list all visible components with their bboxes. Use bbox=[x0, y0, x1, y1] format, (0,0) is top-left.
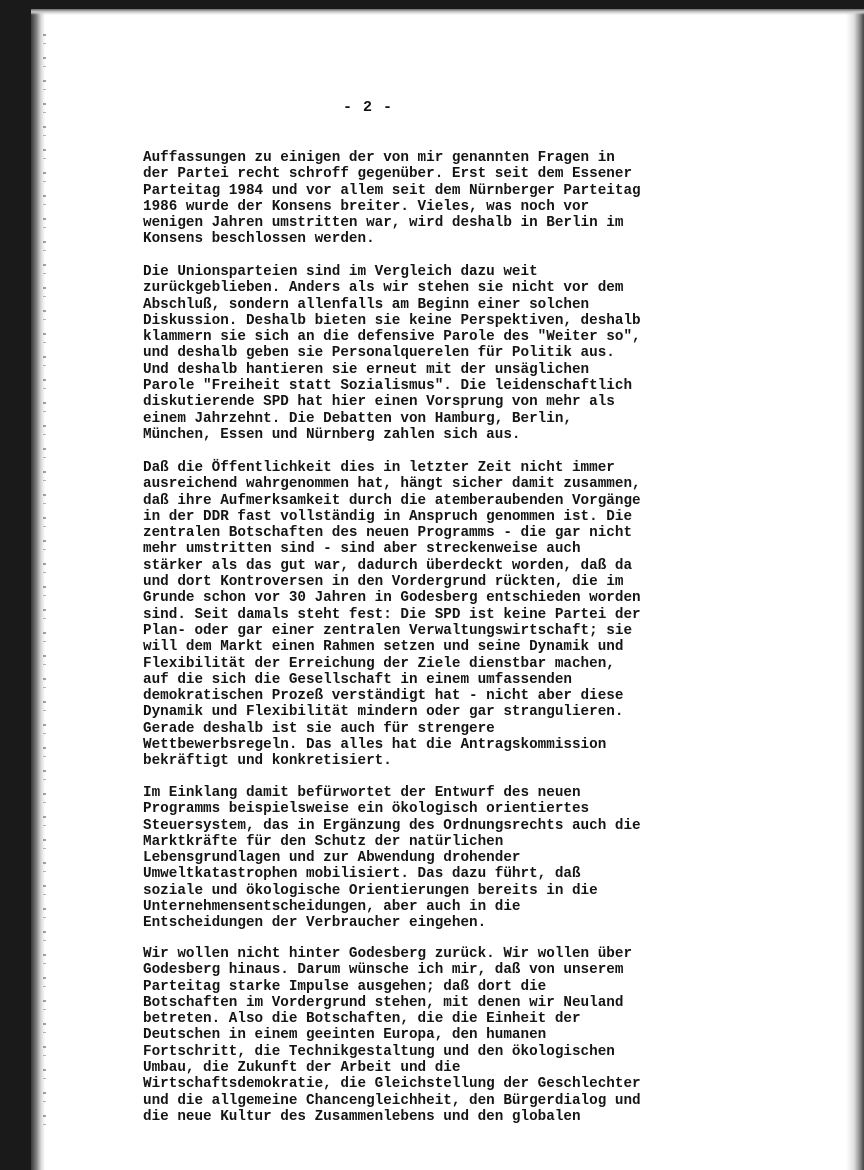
text-line: Marktkräfte für den Schutz der natürlichen bbox=[143, 833, 504, 850]
paragraph bbox=[143, 150, 843, 248]
text-line: Abschluß, sondern allenfalls am Beginn einer solchen bbox=[143, 296, 590, 313]
text-line: Godesberg hinaus. Darum wünsche ich mir, daß von unserem bbox=[143, 962, 624, 979]
text-line: Diskussion. Deshalb bieten sie keine Perspektiven, deshalb bbox=[143, 312, 641, 329]
text-line: zurückgeblieben. Anders als wir stehen sie nicht vor dem bbox=[143, 280, 624, 297]
paragraph bbox=[143, 264, 843, 443]
text-line: Daß die Öffentlichkeit dies in letzter Zeit nicht immer bbox=[143, 460, 615, 476]
text-line: einem Jahrzehnt. Die Debatten von Hamburg, Berlin, bbox=[143, 410, 572, 427]
text-line: Wir wollen nicht hinter Godesberg zurück. Wir wollen über bbox=[143, 946, 633, 962]
text-line: Parteitag starke Impulse ausgehen; daß dort die bbox=[143, 978, 547, 995]
scan-shadow-right bbox=[844, 9, 864, 1170]
text-line: Botschaften im Vordergrund stehen, mit denen wir Neuland bbox=[143, 994, 624, 1011]
text-line: Auffassungen zu einigen der von mir genannten Fragen in bbox=[143, 150, 615, 166]
text-line: der Partei recht schroff gegenüber. Erst seit dem Essener bbox=[143, 166, 633, 183]
text-line: und die allgemeine Chancengleichheit, den Bürgerdialog und bbox=[143, 1092, 641, 1109]
text-line: Umweltkatastrophen mobilisiert. Das dazu führt, daß bbox=[143, 866, 581, 883]
text-line: München, Essen und Nürnberg zahlen sich aus. bbox=[143, 426, 521, 443]
text-line: Parteitag 1984 und vor allem seit dem Nürnberger Parteitag bbox=[143, 182, 641, 199]
text-line: Unternehmensentscheidungen, aber auch in die bbox=[143, 899, 521, 916]
text-line: daß ihre Aufmerksamkeit durch die atemberaubenden Vorgänge bbox=[143, 492, 641, 509]
text-line: soziale und ökologische Orientierungen bereits in die bbox=[143, 882, 598, 899]
text-line: Umbau, die Zukunft der Arbeit und die bbox=[143, 1060, 461, 1077]
text-line: wenigen Jahren umstritten war, wird deshalb in Berlin im bbox=[143, 215, 624, 232]
text-line: in der DDR fast vollständig in Anspruch genommen ist. Die bbox=[143, 508, 633, 525]
page-number: - 2 - bbox=[343, 99, 394, 116]
text-line: Flexibilität der Erreichung der Ziele dienstbar machen, bbox=[143, 655, 615, 672]
text-line: Deutschen in einem geeinten Europa, den humanen bbox=[143, 1027, 547, 1044]
text-line: will dem Markt einen Rahmen setzen und seine Dynamik und bbox=[143, 639, 624, 656]
scan-speckle bbox=[43, 34, 46, 1134]
text-line: Gerade deshalb ist sie auch für strengere bbox=[143, 720, 495, 737]
text-line: Und deshalb hantieren sie erneut mit der unsäglichen bbox=[143, 361, 590, 378]
text-line: Parole "Freiheit statt Sozialismus". Die leidenschaftlich bbox=[143, 378, 633, 395]
text-line: Fortschritt, die Technikgestaltung und den ökologischen bbox=[143, 1043, 615, 1060]
text-line: Grunde schon vor 30 Jahren in Godesberg entschieden worden bbox=[143, 590, 641, 607]
text-line: sind. Seit damals steht fest: Die SPD ist keine Partei der bbox=[143, 606, 641, 623]
scan-shadow-top bbox=[31, 9, 864, 15]
text-line: zentralen Botschaften des neuen Programms - die gar nicht bbox=[143, 525, 633, 542]
text-line: Entscheidungen der Verbraucher eingehen. bbox=[143, 915, 487, 932]
text-line: Die Unionsparteien sind im Vergleich dazu weit bbox=[143, 264, 538, 280]
text-line: auf die sich die Gesellschaft in einem umfassenden bbox=[143, 671, 572, 688]
text-line: stärker als das gut war, dadurch überdeckt worden, daß da bbox=[143, 557, 633, 574]
paragraph bbox=[143, 946, 843, 1125]
text-line: ausreichend wahrgenommen hat, hängt sicher damit zusammen, bbox=[143, 476, 641, 493]
text-line: Dynamik und Flexibilität mindern oder gar strangulieren. bbox=[143, 704, 624, 721]
text-line: betreten. Also die Botschaften, die die Einheit der bbox=[143, 1011, 581, 1028]
text-line: Konsens beschlossen werden. bbox=[143, 231, 375, 248]
text-line: Wirtschaftsdemokratie, die Gleichstellung der Geschlechter bbox=[143, 1076, 641, 1093]
text-line: diskutierende SPD hat hier einen Vorsprung von mehr als bbox=[143, 394, 615, 411]
text-line: die neue Kultur des Zusammenlebens und den globalen bbox=[143, 1108, 581, 1125]
text-line: klammern sie sich an die defensive Parole des "Weiter so", bbox=[143, 329, 641, 346]
scanned-page bbox=[31, 9, 864, 1170]
text-line: 1986 wurde der Konsens breiter. Vieles, was noch vor bbox=[143, 198, 590, 215]
text-line: demokratischen Prozeß verständigt hat - nicht aber diese bbox=[143, 688, 624, 705]
text-line: Lebensgrundlagen und zur Abwendung drohender bbox=[143, 850, 521, 867]
text-line: mehr umstritten sind - sind aber streckenweise auch bbox=[143, 541, 581, 558]
text-line: Programms beispielsweise ein ökologisch orientiertes bbox=[143, 801, 590, 818]
text-line: und deshalb geben sie Personalquerelen für Politik aus. bbox=[143, 345, 615, 362]
text-line: Plan- oder gar einer zentralen Verwaltungswirtschaft; sie bbox=[143, 622, 633, 639]
text-line: Im Einklang damit befürwortet der Entwurf des neuen bbox=[143, 785, 581, 801]
text-line: Wettbewerbsregeln. Das alles hat die Antragskommission bbox=[143, 737, 607, 754]
paragraph bbox=[143, 460, 843, 770]
paragraph bbox=[143, 785, 843, 932]
text-line: und dort Kontroversen in den Vordergrund rückten, die im bbox=[143, 574, 624, 591]
text-line: Steuersystem, das in Ergänzung des Ordnungsrechts auch die bbox=[143, 817, 641, 834]
text-line: bekräftigt und konkretisiert. bbox=[143, 753, 392, 770]
